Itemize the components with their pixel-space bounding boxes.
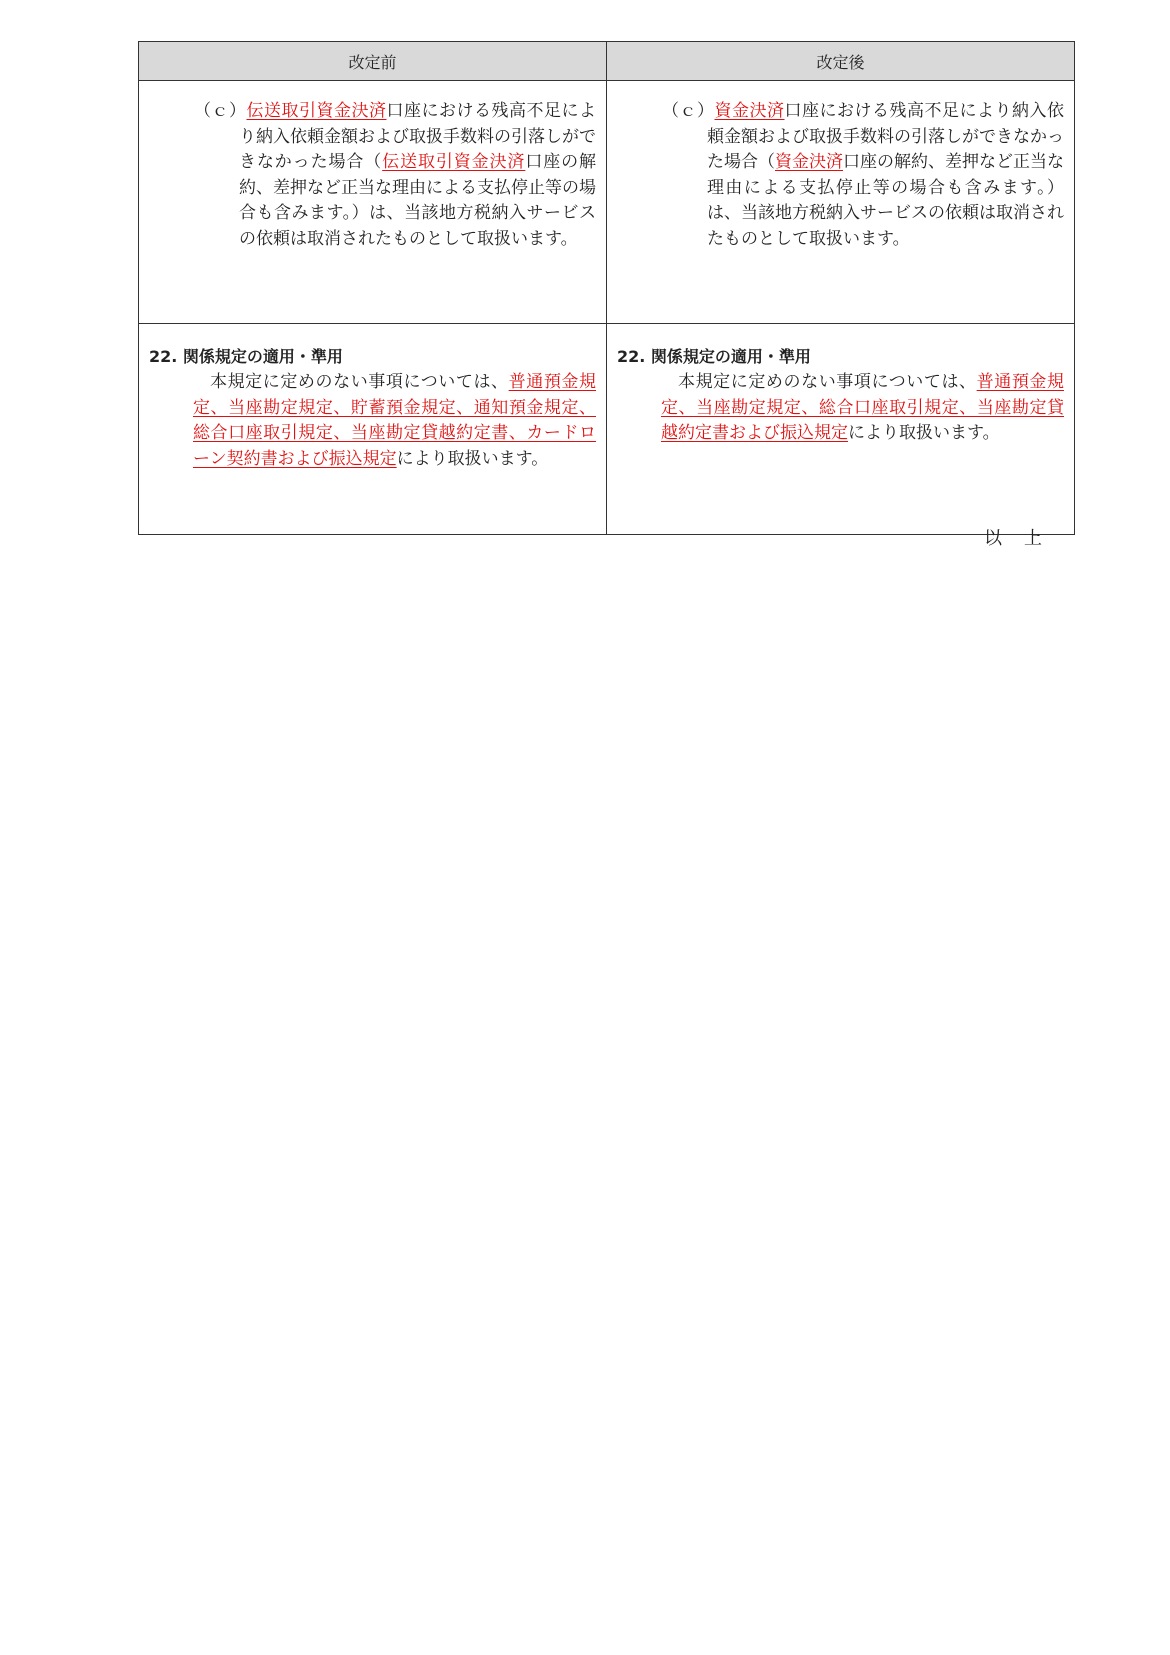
changed-text: 伝送取引資金決済	[246, 101, 387, 121]
section-text: 本規定に定めのない事項については、	[678, 372, 977, 392]
closing-mark	[984, 524, 1042, 550]
header-before: 改定前	[139, 42, 607, 81]
section-heading: 22. 関係規定の適用・準用	[149, 347, 343, 366]
cell-c-before	[139, 81, 607, 324]
section-text: 本規定に定めのない事項については、	[210, 372, 509, 392]
changed-text: 普通預金規定、当座勘定規定、貯蓄預金規定、通知預金規定、総合口座取引規定、当座勘定貸越約定書、カードローン契約書および振込規定	[193, 372, 596, 469]
section-text: により取扱います。	[396, 448, 549, 469]
clause-label: （ｃ）	[662, 101, 715, 121]
section-heading: 22. 関係規定の適用・準用	[617, 347, 811, 366]
cell-22-before	[139, 324, 607, 535]
changed-text: 資金決済	[775, 152, 843, 172]
table-row	[139, 81, 1075, 324]
clause-c-after	[617, 99, 1064, 252]
section-body-before	[149, 370, 596, 472]
closing-char-1: 以	[984, 528, 1002, 549]
table-row	[139, 324, 1075, 535]
changed-text: 資金決済	[714, 101, 785, 121]
comparison-table	[138, 41, 1075, 535]
closing-char-2: 上	[1024, 528, 1042, 549]
clause-text: 口座の解約、差押など正当な理由による支払停止等の場合も含みます。）は、当該地方税納入サービスの依頼は取消されたものとして取扱います。	[239, 152, 597, 249]
clause-c-before	[149, 99, 596, 252]
changed-text: 普通預金規定、当座勘定規定、総合口座取引規定、当座勘定貸越約定書および振込規定	[661, 372, 1064, 443]
clause-text: 口座の解約、差押など正当な理由による支払停止等の場合も含みます。）は、当該地方税納入サービスの依頼は取消されたものとして取扱います。	[707, 152, 1064, 249]
header-after: 改定後	[607, 42, 1075, 81]
changed-text: 伝送取引資金決済	[382, 152, 526, 172]
clause-text: 口座における残高不足により納入依頼金額および取扱手数料の引落しができなかった場合（	[239, 101, 596, 172]
clause-text: 口座における残高不足により納入依頼金額および取扱手数料の引落しができなかった場合（	[707, 101, 1064, 172]
cell-22-after	[607, 324, 1075, 535]
header-row	[139, 42, 1075, 81]
clause-label: （ｃ）	[194, 101, 247, 121]
section-body-after	[617, 370, 1064, 447]
section-text: により取扱います。	[848, 423, 1000, 443]
cell-c-after	[607, 81, 1075, 324]
